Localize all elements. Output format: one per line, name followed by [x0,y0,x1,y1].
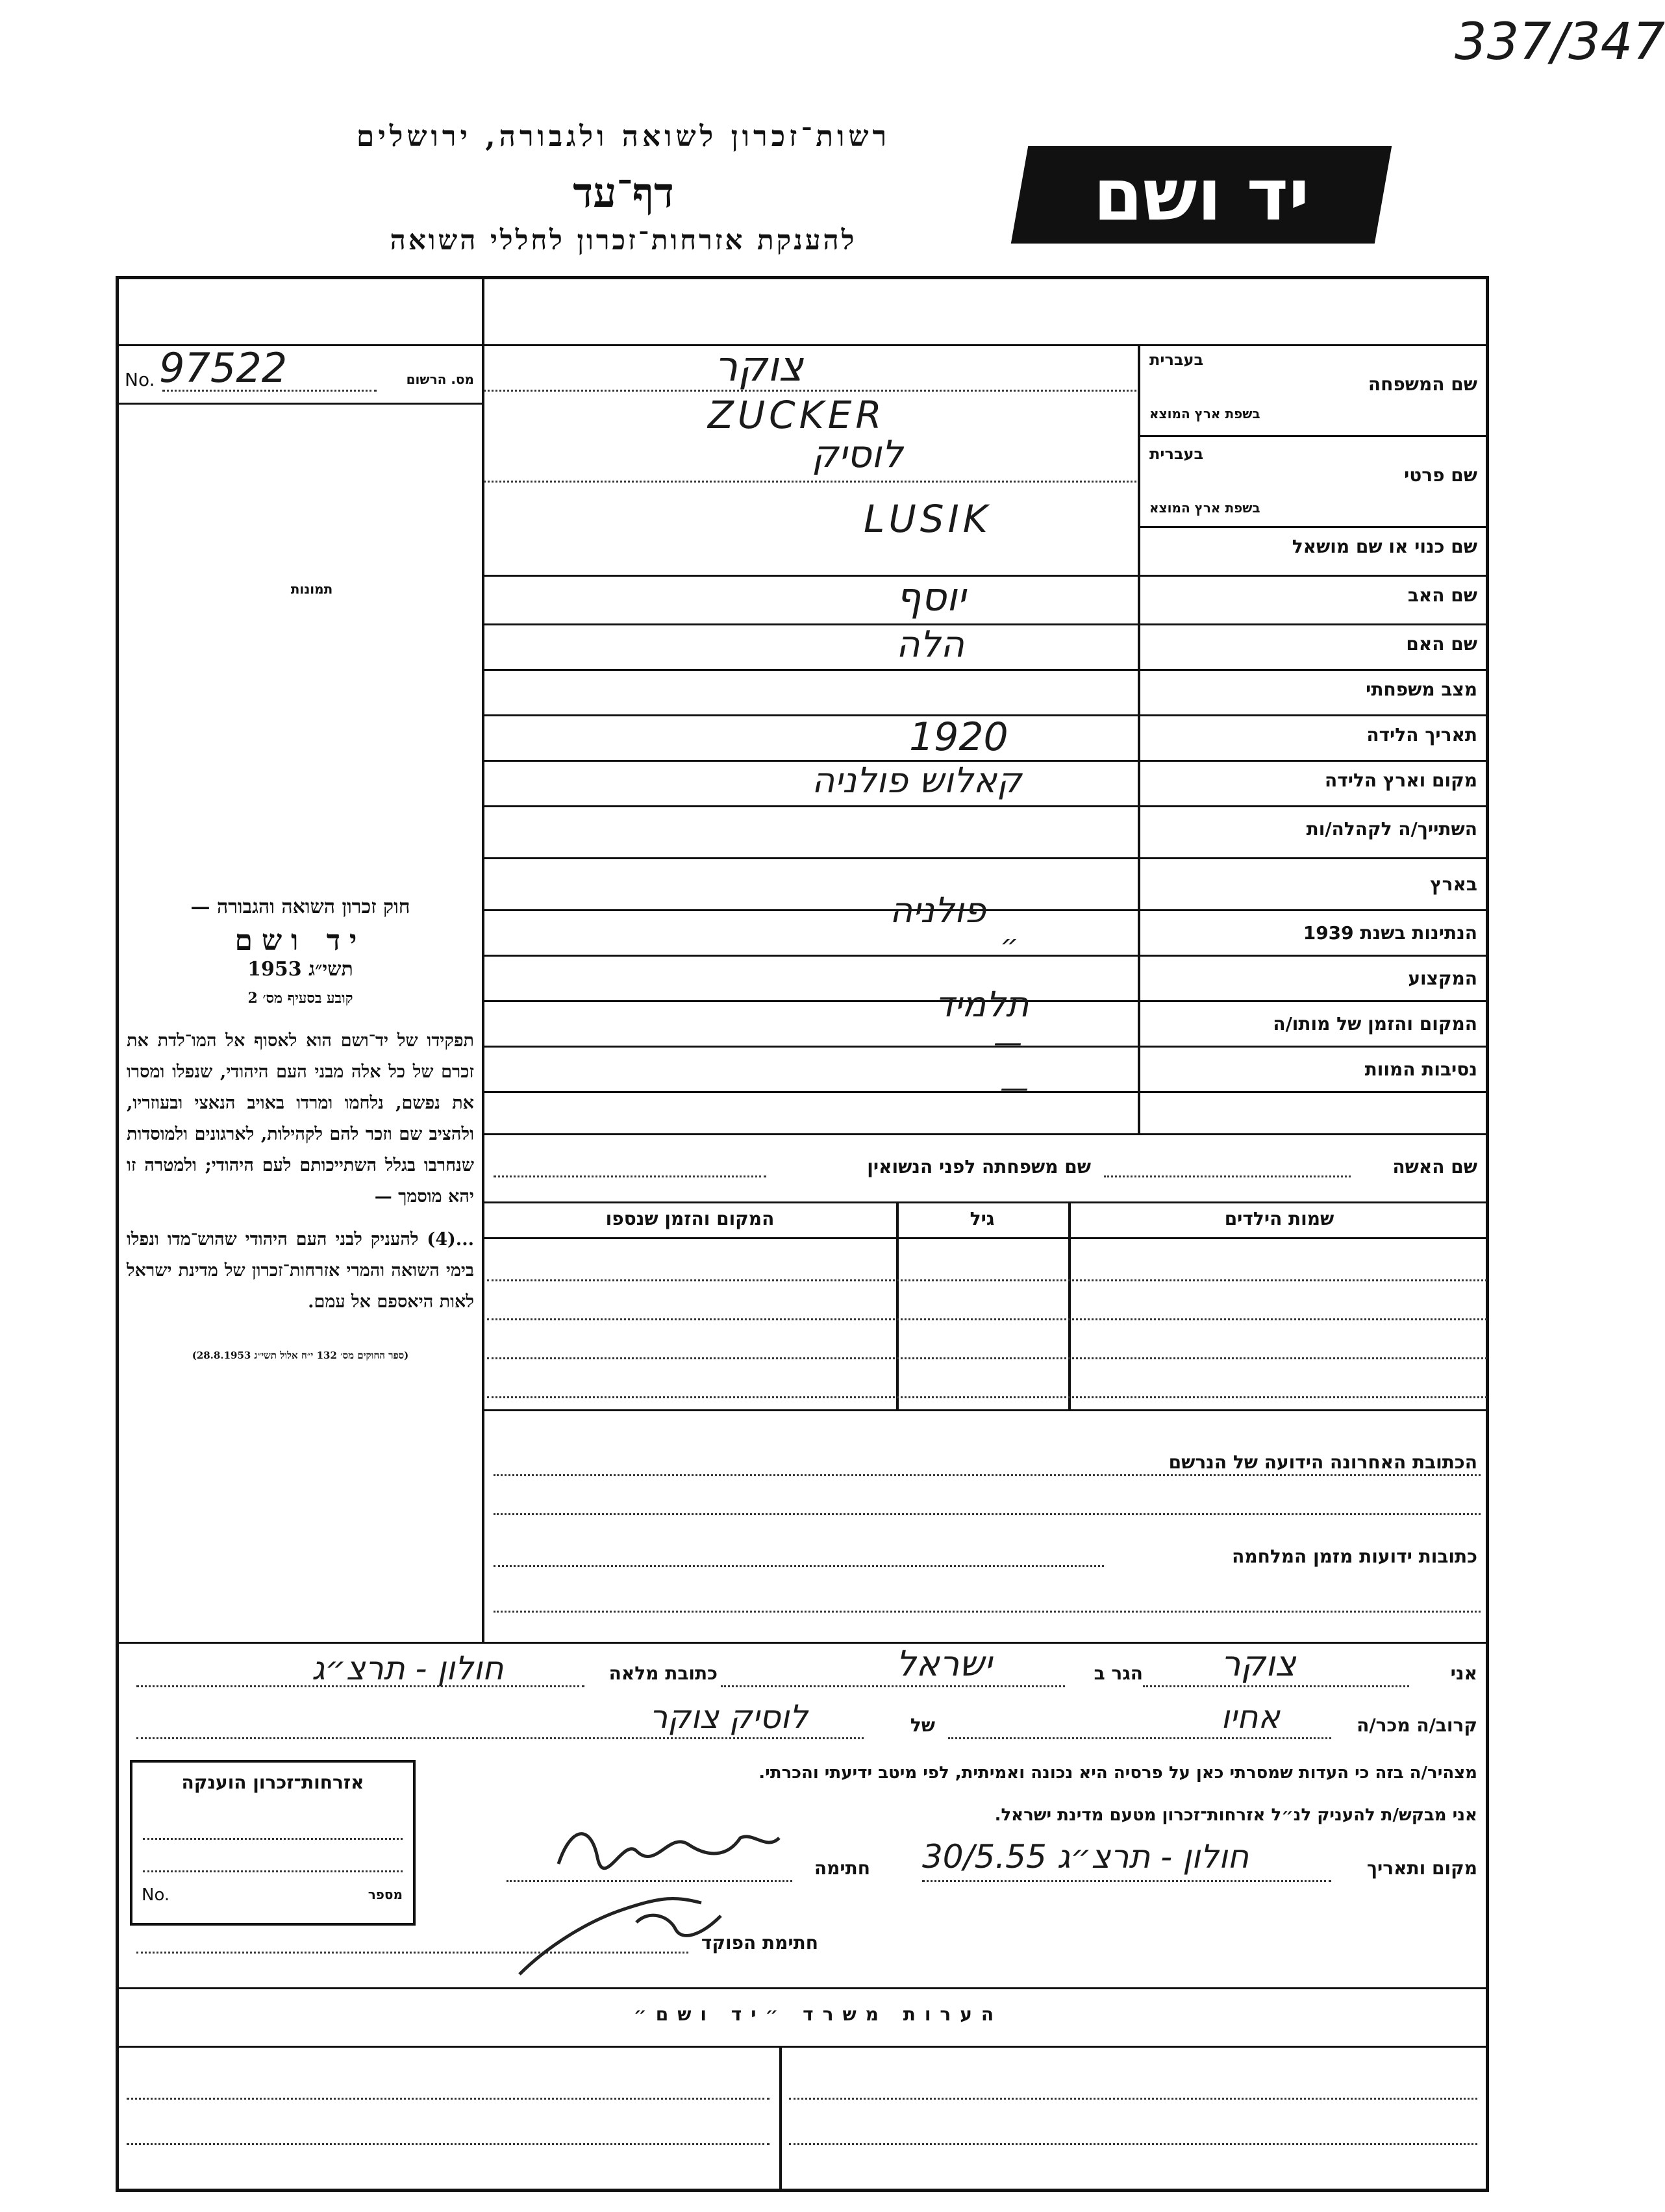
father-name-label: שם האב [1407,584,1477,606]
nationality-label: הנתינות בשנת 1939 [1303,922,1477,944]
death-place-label: המקום והזמן של מותו/ה [1273,1013,1477,1035]
authority-heading: רשות־זכרון לשואה ולגבורה, ירושלים [356,120,891,153]
law-name: יד ושם [234,924,366,957]
reg-label: מס. הרשום [406,371,474,387]
family-name-local-sub: בשפת ארץ המוצא [1149,406,1260,421]
declaration-residing-label: הגר ב [1094,1663,1143,1684]
citizenship-dots [143,1838,403,1840]
first-name-local-sub: בשפת ארץ המוצא [1149,500,1260,516]
photo-label: תמונות [290,581,333,597]
last-address-dots [494,1474,1481,1476]
declaration-i-value: צוקר [1221,1643,1296,1684]
birth-date-label: תאריך הלידה [1366,724,1477,746]
citizenship-no-label: No. [142,1885,170,1905]
row-sep [484,669,1489,671]
page-title: דף־עד [573,169,674,218]
relative-label: קרוב/ה מכר/ה [1357,1715,1477,1736]
relative-of-value: לוסיק צוקר [649,1698,808,1736]
row-sep [1138,435,1489,437]
corner-number: 337/347 [1455,13,1665,71]
country-value: פולניה [890,890,986,931]
spouse-label: שם האשה [1392,1156,1477,1177]
death-place-value: — [994,1026,1022,1059]
citizenship-number-label: מספר [368,1887,403,1902]
row-sep [484,1133,1489,1135]
first-name-hebrew-sub: בעברית [1149,445,1204,463]
row-sep [484,805,1489,807]
declaration-statement-2: אני מבקש/ת להעניק לנ״ל אזרחות־זכרון מטעם מדינת ישראל. [994,1805,1477,1825]
declaration-residing-value: ישראל [896,1643,992,1684]
community-label: השתייך/ה לקהלה/ות [1306,818,1477,840]
law-year: תשי״ג 1953 [247,958,353,981]
children-row [487,1357,1487,1359]
profession-value: תלמיד [935,984,1029,1025]
label-column-divider [1138,344,1140,1133]
relative-dots [948,1737,1331,1739]
family-name-local-value: ZUCKER [708,393,886,437]
citizenship-box-title: אזרחות־זכרון הוענקה [181,1772,364,1793]
spouse-maiden-dots [494,1175,766,1177]
officer-signature-label: חתימת הפוקד [701,1932,818,1954]
children-row [487,1396,1487,1398]
reg-number: 97522 [159,344,288,392]
family-name-hebrew-value: צוקר [714,343,803,391]
children-col-sep [1068,1201,1071,1409]
page-subtitle: להענקת אזרחות־זכרון לחללי השואה [390,224,857,256]
nickname-label: שם כנוי או שם מושאל [1292,536,1477,557]
row-sep [484,909,1489,911]
last-address-dots-2 [494,1513,1481,1515]
children-table-header-line [484,1237,1489,1239]
row-sep [484,623,1489,625]
declaration-residing-dots [721,1685,1065,1687]
dots [484,481,1136,483]
row-sep [484,857,1489,859]
office-notes-dots [789,2143,1477,2145]
office-notes-dots [127,2098,770,2100]
office-notes-dots [127,2143,770,2145]
war-addresses-dots [494,1565,1104,1567]
mother-name-label: שם האם [1406,633,1477,655]
children-place-header: המקום והזמן שנספו [605,1208,775,1229]
family-name-label: שם המשפחה [1368,373,1477,395]
citizenship-dots [143,1870,403,1872]
declaration-i-label: אני [1450,1663,1477,1684]
declaration-address-label: כתובת מלאה [608,1663,718,1684]
signature-label: חתימה [814,1857,870,1879]
law-text-1: תפקידו של יד־ושם הוא לאסוף אל המו־לדת את זכרם של כל אלה מבני העם היהודי, שנפלו ומסרו את נפשם, נלחמו ומרדו באויב הנאצי ובעוזריו, ולהציב שם וזכר להם לקהילות, לארגונים ולמוסדות שנחרבו בגלל השתייכותם לעם היהודי; ולמטרה זו יהא מוסמך — [127,1031,474,1207]
relative-value: אחיו [1221,1698,1280,1736]
children-table-bottom [484,1409,1489,1411]
first-name-hebrew-value: לוסיק [812,432,903,476]
logo-text: יד ושם [1093,153,1310,236]
mother-name-value: הלה [896,623,964,666]
first-name-label: שם פרטי [1403,464,1477,486]
signature-drawing [545,1812,792,1883]
dots [484,390,1136,392]
office-notes-top [116,1987,1489,1989]
death-circumstances-label: נסיבות המוות [1364,1059,1477,1080]
law-text-2: ...(4) להעניק לבני העם היהודי שהוש־מדו ונפלו בימי השואה והמרי אזרחות־זכרון של מדינת ישראל לאות היאספם אל עמם. [127,1229,474,1312]
office-notes-label: הערות משרד ״יד ושם״ [633,2004,1003,2025]
birth-date-value: 1920 [909,714,1008,760]
relative-of-dots [136,1737,864,1739]
place-date-label: מקום ותאריך [1366,1857,1477,1879]
office-notes-dots [789,2098,1477,2100]
law-title: חוק זכרון השואה והגבורה — [190,896,410,918]
children-col-sep [896,1201,899,1409]
children-row [487,1279,1487,1281]
row-sep [484,575,1489,577]
reg-no-label: No. [125,369,155,390]
row-sep [484,955,1489,957]
reg-line [116,403,484,405]
officer-signature-drawing [507,1883,753,1981]
relative-of-label: של [910,1715,935,1736]
row-sep [484,1091,1489,1093]
father-name-value: יוסף [896,575,966,620]
children-table-top [484,1201,1489,1203]
children-names-header: שמות הילדים [1224,1208,1334,1229]
death-circumstances-value: — [1000,1072,1029,1105]
declaration-i-dots [1143,1685,1409,1687]
declaration-statement-1: מצהיר/ה בזה כי העדות שמסרתי כאן על פרסיה היא נכונה ואמיתית, לפי מיטב ידיעתי והכרתי. [758,1763,1477,1783]
birth-place-value: קאלוש פולניה [812,760,1022,801]
law-clause: קובע בסעיף מס׳ 2 [247,990,353,1007]
row-sep [484,1046,1489,1048]
law-block [127,893,474,1370]
profession-label: המקצוע [1408,968,1477,989]
nationality-value: ״ [1000,929,1019,962]
office-notes-divider [779,2046,782,2192]
reg-dotted [162,390,377,392]
place-date-dots [922,1880,1331,1882]
war-addresses-dots-2 [494,1611,1481,1613]
family-name-hebrew-sub: בעברית [1149,351,1204,369]
first-name-local-value: LUSIK [864,497,992,541]
declaration-address-value: חולון - תרצ״ג [312,1650,504,1687]
war-addresses-label: כתובות ידועות מזמן המלחמה [1232,1546,1477,1567]
children-row [487,1318,1487,1320]
declaration-address-dots [136,1685,584,1687]
country-label: בארץ [1430,873,1477,895]
birth-place-label: מקום וארץ הלידה [1325,770,1477,791]
law-citation: (ספר החוקים מס׳ 132 י״ח אלול תשי״ג 28.8.1953) [192,1350,409,1361]
spouse-dots [1104,1175,1351,1177]
office-notes-line [116,2046,1489,2048]
last-address-label: הכתובת האחרונה הידועה של הנרשם [1168,1452,1477,1473]
marital-status-label: מצב משפחתי [1366,679,1477,700]
spouse-maiden-label: שם משפחתה לפני הנשואין [867,1156,1091,1177]
place-date-value: חולון - תרצ״ג 30/5.55 [922,1838,1249,1876]
row-sep [1138,526,1489,528]
children-age-header: גיל [970,1208,995,1229]
